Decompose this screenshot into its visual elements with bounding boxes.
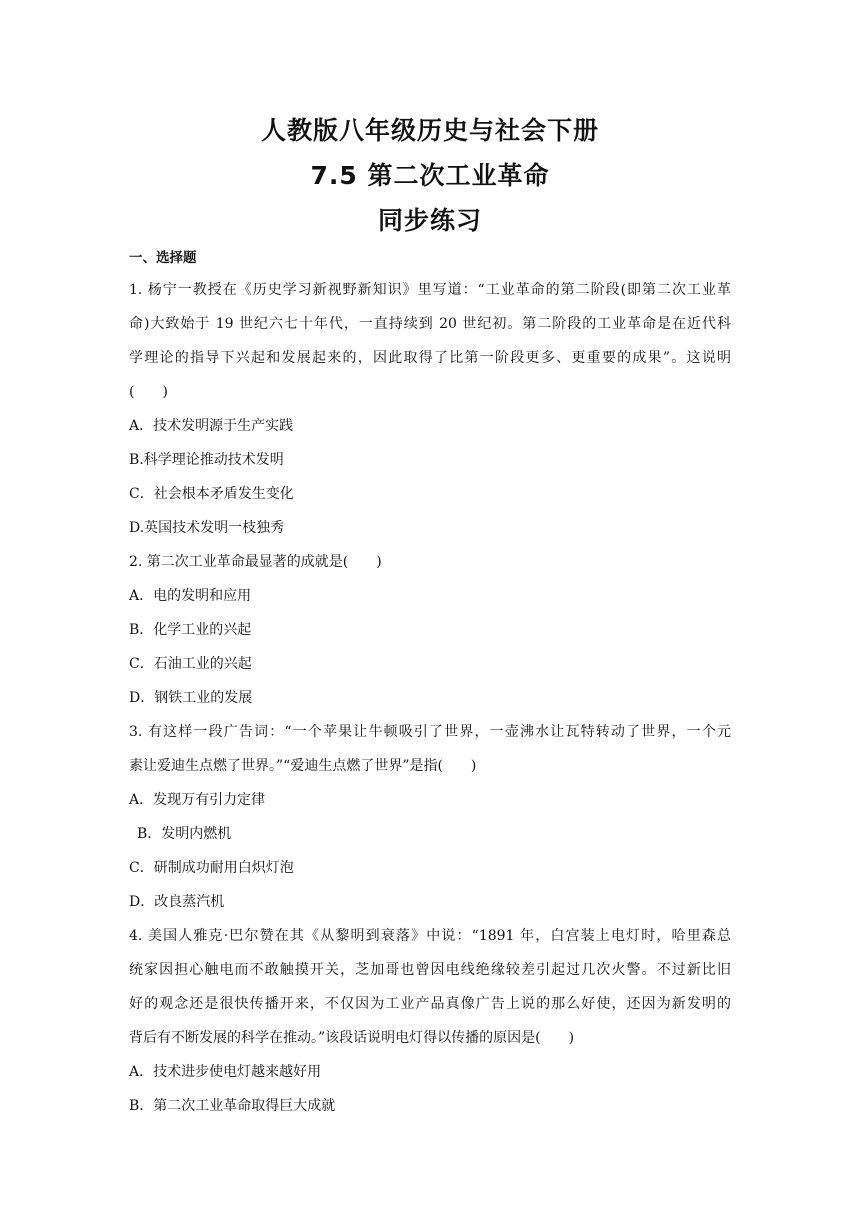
question-4 [129, 919, 731, 1123]
title-line: 7.5 第二次工业革命 [310, 161, 550, 190]
question-stem-line: 背后有不断发展的科学在推动。”该段话说明电灯得以传播的原因是( ) [129, 1030, 575, 1046]
answer-option: D．钢铁工业的发展 [129, 690, 253, 706]
answer-option: A．技术发明源于生产实践 [129, 418, 294, 434]
answer-option: C．研制成功耐用白炽灯泡 [129, 860, 294, 876]
answer-option: D．改良蒸汽机 [129, 894, 225, 910]
title-line: 人教版八年级历史与社会下册 [260, 116, 599, 145]
document-title [0, 108, 860, 243]
question-2 [129, 545, 731, 715]
answer-option: D.英国技术发明一枝独秀 [129, 520, 285, 536]
answer-option: B．化学工业的兴起 [129, 622, 252, 638]
answer-option: A．发现万有引力定律 [129, 792, 266, 808]
title-line: 同步练习 [377, 206, 482, 235]
section-heading: 一、选择题 [129, 250, 197, 266]
question-stem-line: 统家因担心触电而不敢触摸开关，芝加哥也曾因电线绝缘较差引起过几次火警。不过新比旧 [129, 962, 731, 978]
question-stem-line: 4. 美国人雅克·巴尔赞在其《从黎明到衰落》中说：“1891 年，白宫装上电灯时，哈里森总 [129, 928, 731, 944]
answer-option: B．第二次工业革命取得巨大成就 [129, 1098, 336, 1114]
question-1 [129, 273, 731, 545]
question-3 [129, 715, 731, 919]
answer-option: B．发明内燃机 [137, 826, 232, 842]
answer-option: C．石油工业的兴起 [129, 656, 252, 672]
question-stem-line: 2. 第二次工业革命最显著的成就是( ) [129, 554, 382, 570]
document-body [129, 243, 731, 1123]
answer-option: A．技术进步使电灯越来越好用 [129, 1064, 322, 1080]
question-stem-line: 素让爱迪生点燃了世界。”“爱迪生点燃了世界”是指( ) [129, 758, 477, 774]
answer-option: C．社会根本矛盾发生变化 [129, 486, 294, 502]
answer-option: A．电的发明和应用 [129, 588, 252, 604]
question-stem-line: 3. 有这样一段广告词：“一个苹果让牛顿吸引了世界，一壶沸水让瓦特转动了世界，一个元 [129, 724, 731, 740]
question-stem-line: 学理论的指导下兴起和发展起来的，因此取得了比第一阶段更多、更重要的成果”。这说明 [129, 350, 731, 366]
question-stem-line: 1. 杨宁一教授在《历史学习新视野新知识》里写道：“工业革命的第二阶段(即第二次工业革 [129, 282, 731, 298]
answer-option: B.科学理论推动技术发明 [129, 452, 284, 468]
question-stem-line: 命)大致始于 19 世纪六七十年代，一直持续到 20 世纪初。第二阶段的工业革命是在近代科 [129, 316, 731, 332]
question-stem-line: 好的观念还是很快传播开来，不仅因为工业产品真像广告上说的那么好使，还因为新发明的 [129, 996, 731, 1012]
question-stem-line: ( ) [129, 384, 168, 400]
